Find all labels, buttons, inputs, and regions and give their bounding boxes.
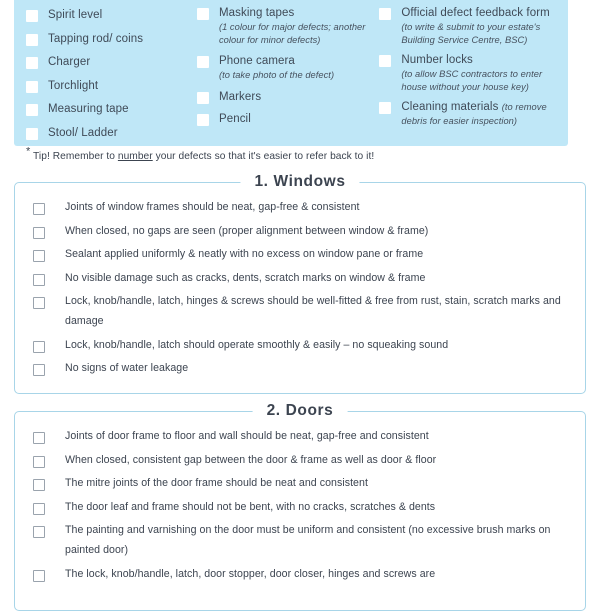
checklist-row[interactable]: [33, 430, 569, 446]
checkbox-icon[interactable]: [26, 57, 38, 69]
tip-asterisk-icon: *: [26, 145, 31, 158]
tools-checklist-panel: [14, 0, 568, 146]
checkbox-icon[interactable]: [33, 570, 45, 582]
tool-item-label: Torchlight: [48, 79, 99, 92]
checklist-item-label: Lock, knob/handle, latch should operate smoothly & easily – no squeaking sound: [65, 338, 449, 351]
tool-item[interactable]: [379, 100, 558, 128]
checklist-row[interactable]: [33, 568, 569, 584]
checklist-item-label: The mitre joints of the door frame should be neat and consistent: [65, 477, 368, 489]
checklist-item-label: When closed, consistent gap between the door & frame as well as door & floor: [65, 453, 437, 466]
checklist-row[interactable]: [33, 225, 569, 241]
tool-item-label: Number locks: [401, 54, 473, 66]
section-doors-title: 2. Doors: [253, 402, 348, 420]
tool-item-label: Phone camera: [218, 55, 295, 67]
checkbox-icon[interactable]: [33, 297, 45, 309]
checklist-row[interactable]: [33, 362, 569, 378]
tool-item-text: [219, 112, 251, 126]
checkbox-icon[interactable]: [26, 10, 38, 22]
tool-item-text: [48, 79, 98, 93]
checklist-item-label: No signs of water leakage: [65, 362, 189, 374]
checkbox-icon[interactable]: [197, 56, 209, 68]
tool-item-label: Markers: [218, 90, 262, 103]
checkbox-icon[interactable]: [33, 526, 45, 538]
checklist-row[interactable]: [33, 201, 569, 217]
checklist-item-label: Joints of door frame to floor and wall should be neat, gap-free and consistent: [65, 430, 429, 442]
tool-item-label: Official defect feedback form: [401, 7, 550, 19]
checkbox-icon[interactable]: [26, 81, 38, 93]
tool-item[interactable]: [197, 90, 379, 104]
section-doors-items: [15, 412, 585, 597]
checklist-row[interactable]: [33, 524, 569, 560]
tool-item[interactable]: [379, 53, 558, 93]
checkbox-icon[interactable]: [33, 227, 45, 239]
tool-item[interactable]: [26, 79, 197, 93]
tip-text-after: your defects so that it's easier to refer back to it!: [152, 151, 375, 162]
checklist-row[interactable]: [33, 248, 569, 264]
tool-item[interactable]: [197, 54, 379, 82]
checkbox-icon[interactable]: [33, 432, 45, 444]
checkbox-icon[interactable]: [26, 104, 38, 116]
checkbox-icon[interactable]: [33, 203, 45, 215]
checkbox-icon[interactable]: [33, 456, 45, 468]
tool-item-note: (to allow BSC contractors to enter house without your house key): [401, 69, 543, 92]
tool-item-text: [48, 126, 118, 140]
tool-item-label: Masking tapes: [218, 7, 295, 19]
tool-item[interactable]: [379, 6, 558, 46]
tool-item-text: [219, 90, 261, 104]
tool-item-text: [48, 102, 129, 116]
checkbox-icon[interactable]: [197, 8, 209, 20]
tool-item-note: (to take photo of the defect): [218, 70, 335, 80]
checkbox-icon[interactable]: [33, 274, 45, 286]
tool-item-label: Cleaning materials: [401, 101, 499, 113]
checkbox-icon[interactable]: [33, 503, 45, 515]
tool-item-label: Charger: [48, 56, 91, 68]
tools-column-1: [26, 0, 197, 140]
checklist-item-label: When closed, no gaps are seen (proper alignment between window & frame): [65, 224, 429, 237]
checklist-row[interactable]: [33, 295, 569, 331]
checklist-item-label: Joints of window frames should be neat, gap-free & consistent: [65, 201, 360, 213]
checkbox-icon[interactable]: [33, 479, 45, 491]
checkbox-icon[interactable]: [33, 364, 45, 376]
tool-item-note: (to write & submit to your estate's Building Service Centre, BSC): [401, 22, 541, 45]
checklist-item-label: The door leaf and frame should not be bent, with no cracks, scratches & dents: [65, 500, 436, 513]
checklist-item-label: No visible damage such as cracks, dents, scratch marks on window & frame: [65, 271, 426, 284]
checklist-item-label: Sealant applied uniformly & neatly with no excess on window pane or frame: [65, 248, 424, 260]
tool-item-note: (1 colour for major defects; another colour for minor defects): [218, 22, 366, 45]
checkbox-icon[interactable]: [197, 114, 209, 126]
checklist-item-label: The painting and varnishing on the door must be uniform and consistent (no excessive brush marks on painted door): [65, 524, 551, 556]
tool-item-label: Measuring tape: [48, 103, 129, 115]
tool-item-text: [48, 8, 102, 22]
checkbox-icon[interactable]: [197, 92, 209, 104]
tool-item-text: [219, 54, 334, 82]
tool-item-text: [401, 53, 558, 93]
section-doors: [14, 402, 586, 611]
tool-item[interactable]: [197, 6, 379, 46]
section-windows-title: 1. Windows: [240, 173, 359, 191]
tip-keyword-number: number: [117, 151, 153, 162]
checkbox-icon[interactable]: [33, 250, 45, 262]
checkbox-icon[interactable]: [379, 8, 391, 20]
tool-item[interactable]: [26, 32, 197, 46]
checklist-row[interactable]: [33, 454, 569, 470]
checklist-row[interactable]: [33, 501, 569, 517]
tool-item-text: [401, 6, 558, 46]
tool-item-label: Tapping rod/ coins: [48, 32, 144, 45]
tools-column-2: [197, 0, 379, 140]
tool-item-label: Stool/ Ladder: [48, 126, 118, 139]
checkbox-icon[interactable]: [379, 102, 391, 114]
tools-column-3: [379, 0, 558, 140]
tip-text-before: Tip! Remember to: [30, 151, 118, 162]
checkbox-icon[interactable]: [379, 55, 391, 67]
tool-item[interactable]: [26, 126, 197, 140]
tool-item-text: [48, 32, 143, 46]
section-windows: [14, 173, 586, 394]
tool-item[interactable]: [197, 112, 379, 126]
tip-note: [26, 145, 375, 162]
checklist-item-label: Lock, knob/handle, latch, hinges & screws should be well-fitted & free from rust, stain, scratch marks and damage: [65, 295, 561, 327]
tool-item-text: [48, 55, 90, 69]
tool-item[interactable]: [26, 102, 197, 116]
tool-item-label: Pencil: [218, 112, 251, 125]
checklist-item-label: The lock, knob/handle, latch, door stopper, door closer, hinges and screws are: [65, 567, 436, 580]
checklist-row[interactable]: [33, 339, 569, 355]
section-windows-items: [15, 183, 585, 392]
tool-item-text: [401, 100, 558, 128]
tool-item-text: [219, 6, 379, 46]
checklist-row[interactable]: [33, 272, 569, 288]
checkbox-icon[interactable]: [26, 128, 38, 140]
checkbox-icon[interactable]: [26, 34, 38, 46]
checklist-row[interactable]: [33, 477, 569, 493]
tool-item-note: (to remove debris for easier inspection): [401, 102, 547, 126]
checkbox-icon[interactable]: [33, 341, 45, 353]
tool-item-label: Spirit level: [48, 9, 103, 21]
tool-item[interactable]: [26, 55, 197, 69]
tool-item[interactable]: [26, 8, 197, 22]
